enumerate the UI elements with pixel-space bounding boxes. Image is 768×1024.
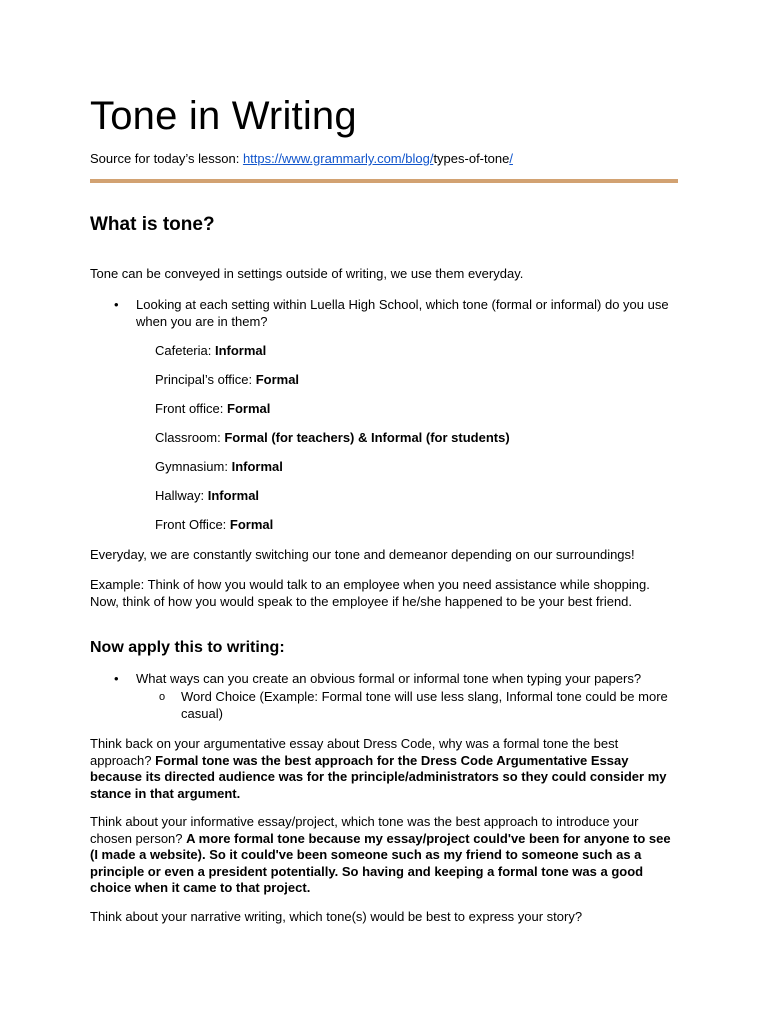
page-title: Tone in Writing — [90, 94, 357, 138]
intro-paragraph: Tone can be conveyed in settings outside of writing, we use them everyday. — [90, 266, 524, 281]
source-link-part2: types-of-tone — [433, 151, 510, 166]
source-label: Source for today’s lesson: — [90, 151, 243, 166]
argumentative-paragraph: Think back on your argumentative essay about Dress Code, why was a formal tone the best approach? Formal tone was the best approach for the Dress Code Argumentative Essay because its directed audience was for the principle/administrators so they could consider my stance in that argument. — [90, 736, 667, 801]
source-link-part3[interactable]: / — [509, 151, 513, 166]
informative-paragraph: Think about your informative essay/project, which tone was the best approach to introduce your chosen person? A more formal tone because my essay/project could've been for anyone to see (I made a website). So it could've been someone such as my friend to someone such as a principle or even a president potentially. So having and keeping a formal tone was a good choice when it came to that project. — [90, 814, 671, 895]
setting-item: Cafeteria: Informal — [155, 343, 267, 358]
divider-rule — [90, 179, 678, 183]
word-choice-item: Word Choice (Example: Formal tone will use less slang, Informal tone could be more casual) — [181, 689, 668, 721]
everyday-paragraph: Everyday, we are constantly switching our tone and demeanor depending on our surroundings! — [90, 547, 635, 562]
setting-item: Classroom: Formal (for teachers) & Informal (for students) — [155, 430, 510, 445]
setting-item: Principal’s office: Formal — [155, 372, 300, 387]
bullet-marker: • — [114, 297, 119, 312]
settings-question: Looking at each setting within Luella High School, which tone (formal or informal) do you use when you are in them? — [136, 297, 669, 329]
sub-bullet-marker: o — [159, 691, 166, 703]
narrative-question: Think about your narrative writing, which tone(s) would be best to express your story? — [90, 909, 583, 924]
setting-item: Gymnasium: Informal — [155, 459, 283, 474]
source-line — [90, 151, 513, 167]
section-heading-what-is-tone: What is tone? — [90, 214, 215, 235]
writing-question: What ways can you create an obvious formal or informal tone when typing your papers? — [136, 671, 642, 686]
bullet-marker: • — [114, 671, 119, 686]
section-heading-apply: Now apply this to writing: — [90, 639, 285, 656]
setting-item: Hallway: Informal — [155, 488, 260, 503]
setting-item: Front office: Formal — [155, 401, 271, 416]
source-link-part1[interactable]: https://www.grammarly.com/blog/ — [242, 151, 434, 166]
example-paragraph: Example: Think of how you would talk to an employee when you need assistance while shopping. Now, think of how you would speak to the employee if he/she happened to be your best friend. — [90, 577, 650, 609]
setting-item: Front Office: Formal — [155, 517, 274, 532]
